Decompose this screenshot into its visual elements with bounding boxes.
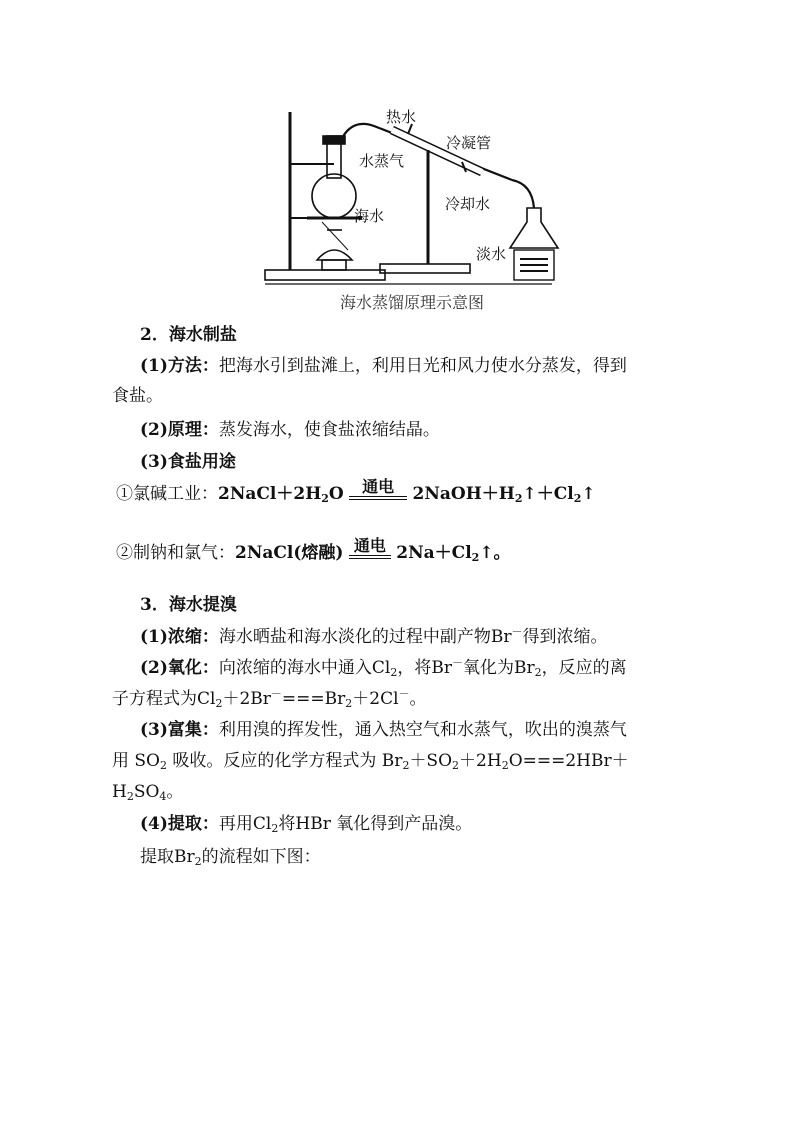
oxidize-line2-a: 子方程式为Cl (112, 689, 216, 709)
section2-heading: 2．海水制盐 (140, 325, 237, 345)
figure-caption: 海水蒸馏原理示意图 (339, 293, 484, 312)
oxidize-text-c: 氧化为Br (463, 658, 535, 678)
condenser-label: 冷凝管 (446, 134, 492, 152)
oxidize-text-b: ，将Br (397, 658, 452, 678)
extract-text: 再用Cl (218, 814, 272, 834)
extract-label: (4)提取： (140, 814, 219, 834)
eq1-right: $2NaOH+H_2↑+Cl_2↑$ (412, 484, 596, 505)
enrich-line3-b: SO (133, 782, 160, 802)
enrich-line2-a: 用 SO (112, 751, 160, 771)
enrich-label: (3)富集： (140, 720, 219, 740)
enrich-line3: $H_2SO_4$。 (112, 782, 184, 803)
distillation-apparatus-drawing (262, 100, 562, 318)
enrich-line2-c: ＋SO (409, 751, 453, 771)
use-label-text: (3)食盐用途 (140, 452, 236, 472)
steam-label: 水蒸气 (359, 152, 405, 170)
eq2-arrow (349, 537, 391, 564)
fresh-water-label: 淡水 (476, 245, 507, 263)
enrich-line2-b: 吸收。反应的化学方程式为 Br (167, 751, 403, 771)
extract-text-b: 将HBr 氧化得到产品溴。 (278, 814, 473, 834)
oxidize-line: (2)氧化：向浓缩的海水中通入$Cl_2$，将Br－氧化为$Br_2$，反应的离 (140, 656, 627, 679)
enrich-line3-a: H (112, 782, 127, 802)
oxidize-text: 向浓缩的海水中通入Cl (218, 658, 391, 678)
oxidize-line2: 子方程式为$Cl_2+2Br^-===Br_2+2Cl^-$。 (112, 687, 427, 710)
concentrate-tail: 得到浓缩。 (522, 627, 608, 647)
oxidize-line2-d: ＋2Cl (352, 689, 399, 709)
concentrate-line: (1)浓缩：海水晒盐和海水淡化的过程中副产物Br－得到浓缩。 (140, 625, 608, 647)
section3-heading: 3．海水提溴 (140, 595, 237, 615)
distillation-figure (262, 100, 562, 318)
eq2-left: 2NaCl(熔融) (235, 543, 344, 563)
use-label (140, 451, 236, 473)
eq1-condition: 通电 (362, 477, 395, 496)
oxidize-text-d: ，反应的离 (541, 658, 627, 678)
eq2-right: $2Na+Cl_2↑$。 (396, 543, 511, 564)
enrich-line2-d: ＋2H (459, 751, 502, 771)
equation-sodium (116, 537, 511, 564)
principle-text: 蒸发海水，使食盐浓缩结晶。 (218, 420, 440, 440)
hot-water-label: 热水 (386, 108, 417, 126)
enrich-line2: 用 $SO_2$ 吸收。反应的化学方程式为 $Br_2+SO_2+2H_2O===2HBr+$ (112, 751, 629, 772)
eq1-prefix: ①氯碱工业： (116, 484, 218, 504)
concentrate-text: 海水晒盐和海水淡化的过程中副产物Br (218, 627, 512, 647)
equation-chlor-alkali (116, 478, 596, 505)
principle-line (140, 419, 440, 441)
seawater-label: 海水 (354, 207, 385, 225)
eq1-arrow (349, 478, 407, 505)
method-label: (1)方法： (140, 356, 219, 376)
flow-text-b: 的流程如下图： (201, 847, 321, 867)
oxidize-line2-c: ===Br (281, 689, 346, 709)
flow-line: 提取$Br_2$的流程如下图： (140, 847, 321, 868)
extract-line: (4)提取：再用$Cl_2$将HBr 氧化得到产品溴。 (140, 814, 473, 835)
enrich-line2-e: O===2HBr＋ (508, 751, 629, 771)
method-text-cont: 食盐。 (112, 386, 163, 406)
cooling-water-label: 冷却水 (445, 195, 491, 213)
enrich-line (140, 719, 627, 741)
enrich-text: 利用溴的挥发性，通入热空气和水蒸气，吹出的溴蒸气 (218, 720, 627, 740)
eq2-prefix: ②制钠和氯气： (116, 543, 235, 563)
method-text: 把海水引到盐滩上，利用日光和风力使水分蒸发，得到 (218, 356, 627, 376)
enrich-line3-c: 。 (166, 782, 184, 802)
oxidize-label: (2)氧化： (140, 658, 219, 678)
method-line (140, 355, 627, 377)
oxidize-line2-b: ＋2Br (222, 689, 271, 709)
eq2-condition: 通电 (353, 536, 386, 555)
principle-label: (2)原理： (140, 420, 219, 440)
flow-text: 提取Br (140, 847, 195, 867)
eq1-left: $2NaCl+2H_2O$ (218, 484, 344, 505)
concentrate-label: (1)浓缩： (140, 627, 219, 647)
